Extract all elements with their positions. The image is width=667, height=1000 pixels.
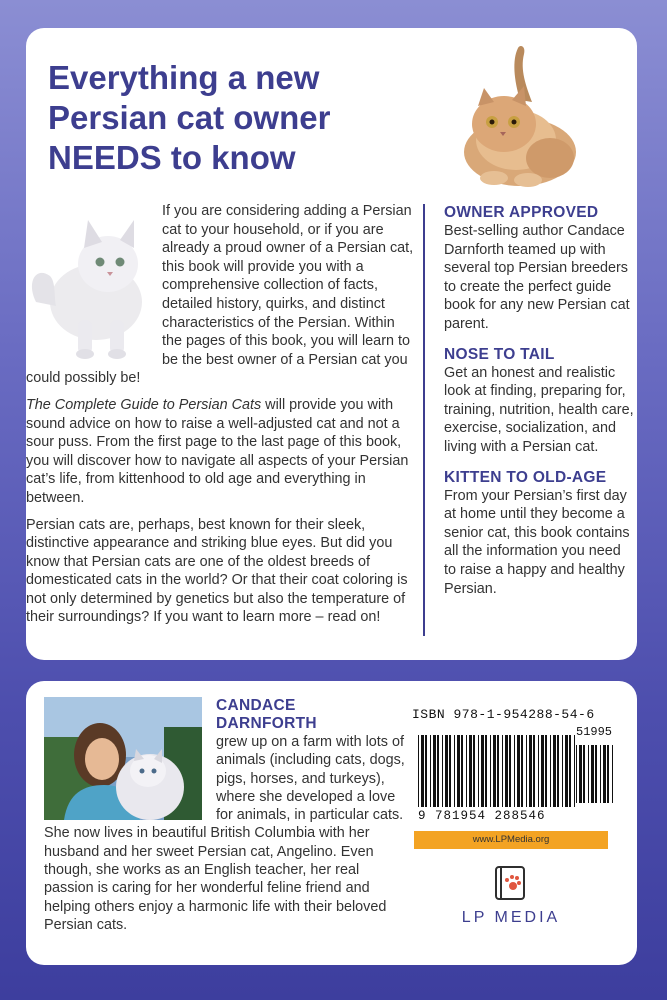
front-info-panel (26, 28, 637, 660)
publisher-url: www.LPMedia.org (414, 831, 608, 849)
intro-paragraph-2-text: will provide you with sound advice on how to raise a well-adjusted cat and not a sour puss. From the first page to the last page of this book, you will discover how to navigate all aspects of your Persian cat’s life, from kittenhood to old age and everything in between. (26, 396, 409, 506)
intro-text (26, 202, 418, 635)
book-paw-icon (492, 865, 528, 901)
intro-paragraph-1: If you are considering adding a Persian cat to your household, or if you are already a proud owner of a Persian cat, this book will provide you with a comprehensive collection of facts, detailed history, quirks, and distinct characteristics of the Persian. Within the pages of this book, you will learn to be the best owner of a Persian cat you could possibly be! (26, 203, 414, 387)
persian-kitten-image (454, 40, 584, 188)
nose-to-tail-text: Get an honest and realistic look at finding, preparing for, training, nutrition, health care, exercise, socialization, and living with a Persian cat. (444, 364, 634, 455)
kitten-to-old-age-text: From your Persian’s first day at home until they become a senior cat, this book contains all the information you need to raise a happy and healthy Persian. (444, 487, 630, 597)
headline: Everything a new Persian cat owner NEEDS to know (48, 59, 331, 176)
ean-number: 9 781954 288546 (418, 809, 546, 823)
white-persian-cat-image (26, 202, 154, 364)
owner-approved-heading: OWNER APPROVED (444, 204, 599, 221)
isbn-number: ISBN 978-1-954288-54-6 (412, 707, 595, 722)
column-divider (423, 204, 425, 636)
author-panel (26, 681, 637, 965)
publisher-logo-text: LP MEDIA (461, 909, 561, 926)
author-name (216, 697, 317, 733)
nose-to-tail-heading: NOSE TO TAIL (444, 345, 555, 363)
author-first-name: CANDACE (216, 697, 296, 714)
features-column (444, 204, 634, 610)
price-code: 51995 (576, 725, 613, 739)
author-last-name: DARNFORTH (216, 715, 317, 732)
intro-paragraph-3: Persian cats are, perhaps, best known for their sleek, distinctive appearance and striking blue eyes. But did you know that Persian cats are one of the oldest breeds of domesticated cats in the world? Or that their coat coloring is not only determined by genetics but also the temperature of their surroundings? If you want to learn more – read on! (26, 516, 408, 626)
author-bio-text: grew up on a farm with lots of animals (including cats, dogs, pigs, horses, and turkeys), where she developed a love for animals, in particular cats. She now lives in beautiful British Columbia with her husband and her sweet Persian cat, Angelino. Even though, she works as an English teacher, her real passion is caring for her wonderful feline friend and helping others enjoy a harmonic life with their beloved Persian cats. (44, 734, 405, 933)
owner-approved-text: Best-selling author Candace Darnforth teamed up with several top Persian breeders to create the perfect guide book for any new Persian cat parent. (444, 223, 630, 332)
barcode-bars (418, 735, 578, 807)
author-bio (44, 733, 406, 934)
isbn-barcode (412, 707, 612, 827)
kitten-to-old-age-heading: KITTEN TO OLD-AGE (444, 468, 607, 486)
intro-paragraph-2 (26, 396, 418, 508)
price-barcode-bars (576, 745, 616, 803)
book-title: The Complete Guide to Persian Cats (26, 396, 262, 413)
